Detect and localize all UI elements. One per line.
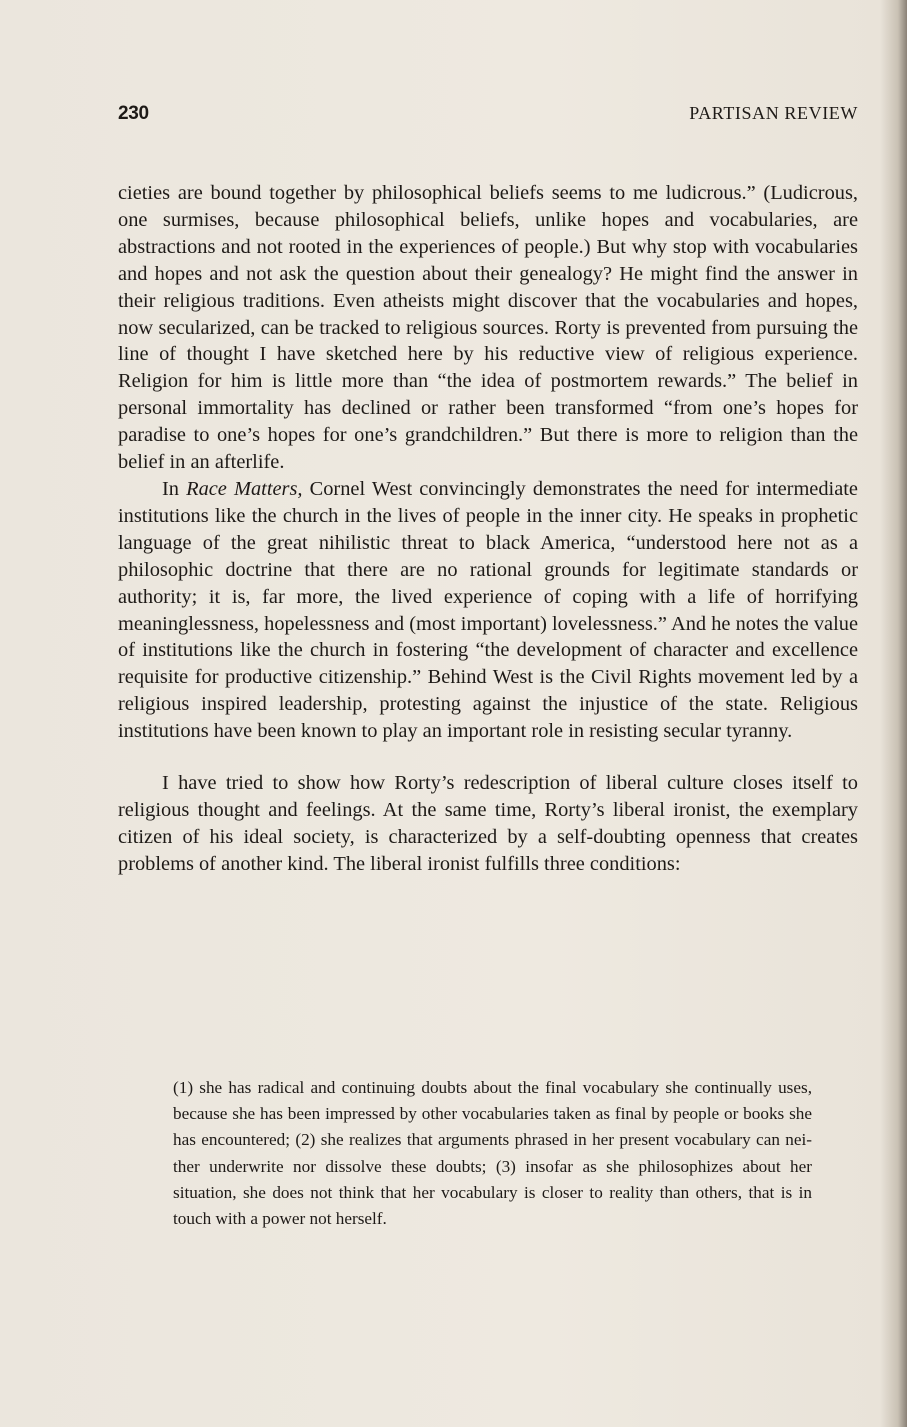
paragraph-race-matters — [118, 476, 858, 745]
body-text — [118, 180, 858, 878]
block-quote — [173, 1075, 812, 1232]
paragraph-prefix: In — [162, 477, 187, 500]
running-head — [118, 103, 858, 131]
paragraph-liberal-ironist: I have tried to show how Rorty’s redescription of liberal culture closes itself to religious thought and feelings. At the same time, Rorty’s liberal ironist, the exemplary citizen of his ideal society, is characterized by a self-doubting openness that creates problems of another kind. The liberal ironist fulfills three conditions: — [118, 772, 858, 875]
page-number: 230 — [118, 103, 149, 124]
journal-title: PARTISAN REVIEW — [689, 103, 858, 123]
paragraph-continued: cieties are bound together by philosophical beliefs seems to me ludicrous.” (Ludicrous, one surmises, because philosophical beliefs, unlike hopes and vocabularies, are abstractions and not rooted in the experiences of people.) But why stop with vocabularies and hopes and not ask the question about their genealogy? He might find the answer in their religious traditions. Even atheists might discover that the vocabularies and hopes, now secularized, can be tracked to religious sources. Rorty is prevented from pursuing the line of thought I have sketched here by his reductive view of religious experience. Religion for him is little more than “the idea of postmortem rewards.” The belief in personal immortality has declined or rather been transformed “from one’s hopes for paradise to one’s hopes for one’s grandchildren.” But there is more to religion than the belief in an afterlife. — [118, 182, 858, 474]
block-quote-text: (1) she has radical and continuing doubts about the final vocabulary she continually uses, because she has been impressed by other vocabularies taken as final by people or books she has encountered; (2) she realizes that arguments phrased in her present vocabulary can neither underwrite nor dissolve these doubts; (3) insofar as she philosophizes about her situation, she does not think that her vocabulary is closer to reality than others, that is in touch with a power not herself. — [173, 1078, 812, 1229]
book-title-race-matters: Race Matters, — [186, 477, 303, 500]
paragraph-text: Cornel West convincingly demonstrates the need for intermediate institutions like the church in the lives of people in the inner city. He speaks in prophetic language of the great nihilistic threat to black America, “understood here not as a philosophic doctrine that there are no rational grounds for legitimate standards or authority; it is, far more, the lived experience of coping with a life of horrifying meaninglessness, hopelessness and (most important) lovelessness.” And he notes the value of institutions like the church in fostering “the development of character and excellence requisite for productive citizenship.” Behind West is the Civil Rights movement led by a religious inspired leadership, protesting against the injustice of the state. Religious institutions have been known to play an important role in resisting secular tyranny. — [118, 477, 858, 743]
